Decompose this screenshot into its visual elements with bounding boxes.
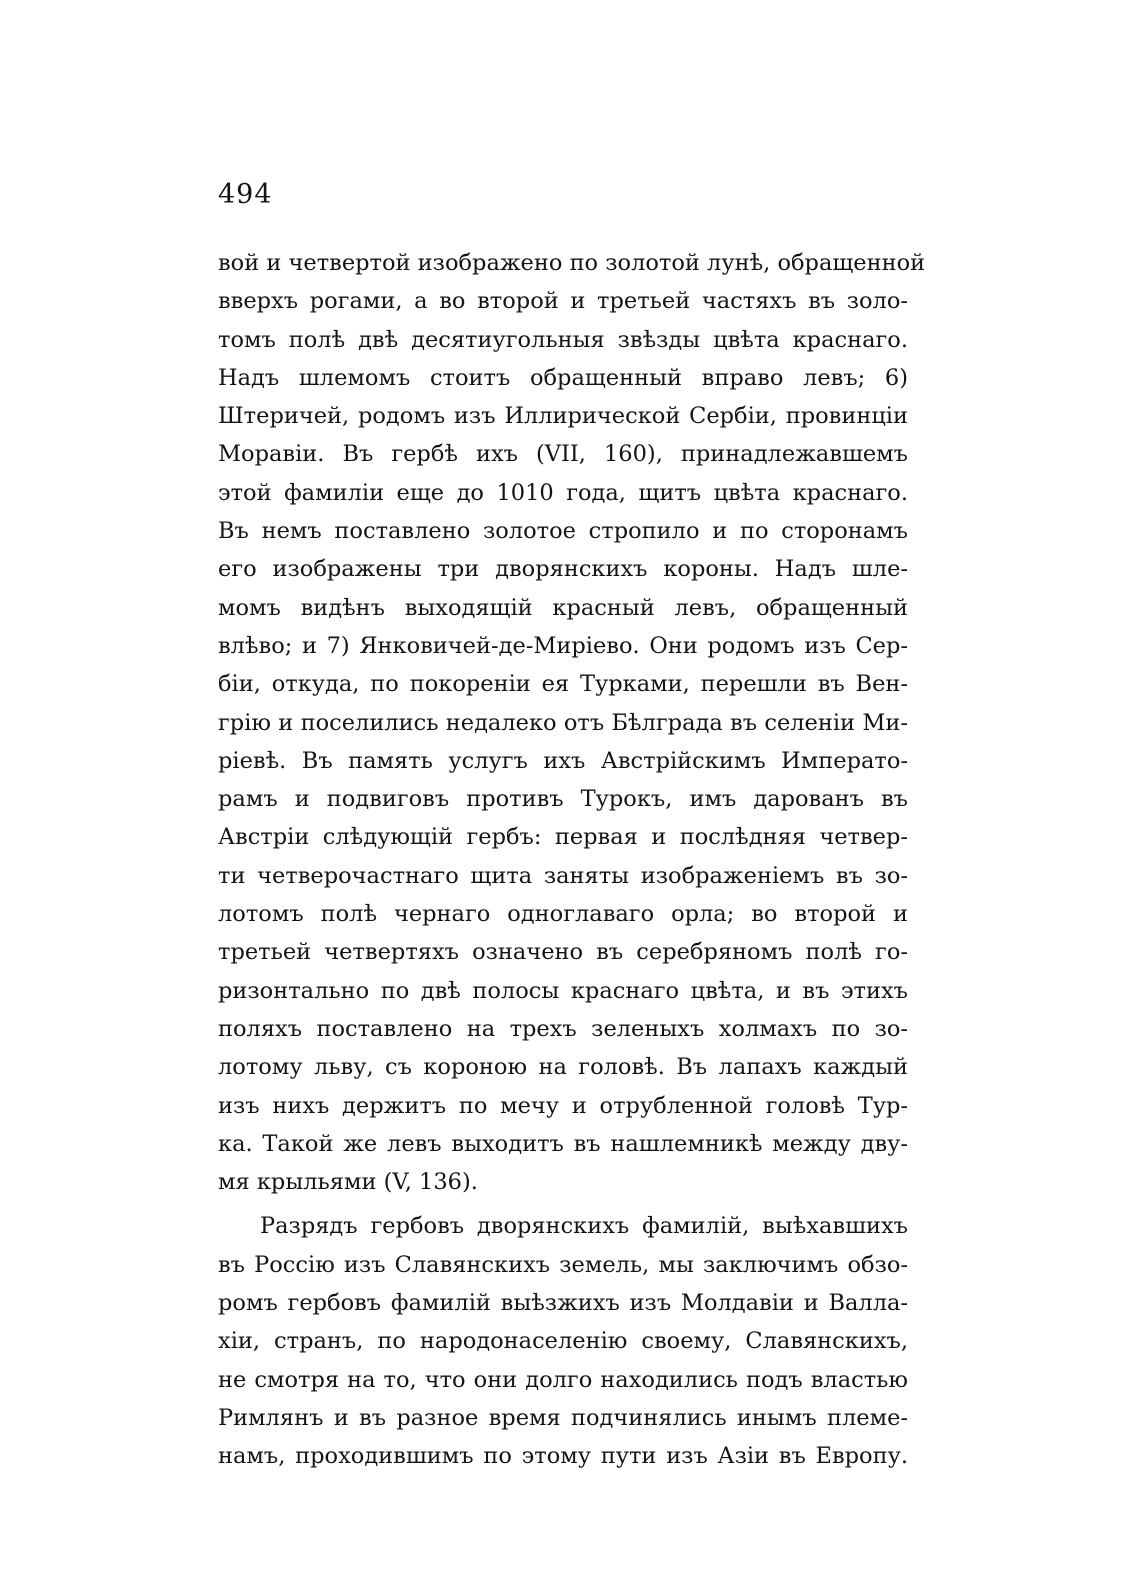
text-line: рамъ и подвиговъ противъ Турокъ, имъ дарованъ въ (218, 786, 908, 813)
text-line: Австріи слѣдующій гербъ: первая и послѣдняя четвер- (218, 824, 908, 851)
text-line: Римлянъ и въ разное время подчинялись инымъ племе- (218, 1404, 908, 1431)
text-line: вверхъ рогами, а во второй и третьей частяхъ въ золо- (218, 288, 908, 315)
text-line: влѣво; и 7) Янковичей-де-Миріево. Они родомъ изъ Сер- (218, 632, 908, 659)
text-line: томъ полѣ двѣ десятиугольныя звѣзды цвѣта краснаго. (218, 326, 908, 353)
paragraph-2 (218, 1207, 908, 1475)
paragraph-1 (218, 244, 926, 1201)
text-line: третьей четвертяхъ означено въ серебряномъ полѣ го- (218, 939, 908, 966)
text-line: Моравіи. Въ гербѣ ихъ (VII, 160), принадлежавшемъ (218, 441, 908, 468)
text-line: грію и поселились недалеко отъ Бѣлграда въ селеніи Ми- (218, 709, 908, 736)
text-line: мя крыльями (V, 136). (218, 1169, 478, 1196)
text-line: не смотря на то, что они долго находились подъ властью (218, 1366, 908, 1393)
text-line: намъ, проходившимъ по этому пути изъ Азіи въ Европу. (218, 1443, 908, 1470)
body-text (218, 244, 926, 1476)
text-line: хіи, странъ, по народонаселенію своему, Славянскихъ, (218, 1328, 908, 1355)
page-number: 494 (218, 179, 273, 210)
text-line: лотомъ полѣ чернаго одноглаваго орла; во второй и (218, 901, 908, 928)
text-line: Въ немъ поставлено золотое стропило и по сторонамъ (218, 518, 908, 545)
text-line: вой и четвертой изображено по золотой лунѣ, обращенной (218, 250, 926, 276)
text-line: ризонтально по двѣ полосы краснаго цвѣта, и въ этихъ (218, 977, 908, 1004)
text-line: ти четверочастнаго щита заняты изображеніемъ въ зо- (218, 862, 908, 889)
text-line: ка. Такой же левъ выходитъ въ нашлемникѣ между дву- (218, 1130, 908, 1157)
text-line: ріевѣ. Въ память услугъ ихъ Австрійскимъ Императо- (218, 747, 908, 774)
text-line: Разрядъ гербовъ дворянскихъ фамилій, выѣхавшихъ (260, 1213, 908, 1240)
text-line: лотому льву, съ короною на головѣ. Въ лапахъ каждый (218, 1054, 908, 1081)
text-line: въ Россію изъ Славянскихъ земель, мы заключимъ обзо- (218, 1251, 908, 1278)
text-line: момъ видѣнъ выходящій красный левъ, обращенный (218, 594, 908, 621)
text-line: Штеричей, родомъ изъ Иллирической Сербіи, провинціи (218, 403, 908, 430)
text-line: Надъ шлемомъ стоитъ обращенный вправо левъ; 6) (218, 364, 908, 391)
text-line: біи, откуда, по покореніи ея Турками, перешли въ Вен- (218, 671, 908, 698)
text-line: изъ нихъ держитъ по мечу и отрубленной головѣ Тур- (218, 1092, 908, 1119)
text-line: поляхъ поставлено на трехъ зеленыхъ холмахъ по зо- (218, 1015, 908, 1042)
text-line: его изображены три дворянскихъ короны. Надъ шле- (218, 556, 908, 583)
text-line: этой фамиліи еще до 1010 года, щитъ цвѣта краснаго. (218, 479, 908, 506)
text-line: ромъ гербовъ фамилій выѣзжихъ изъ Молдавіи и Валла- (218, 1290, 908, 1317)
